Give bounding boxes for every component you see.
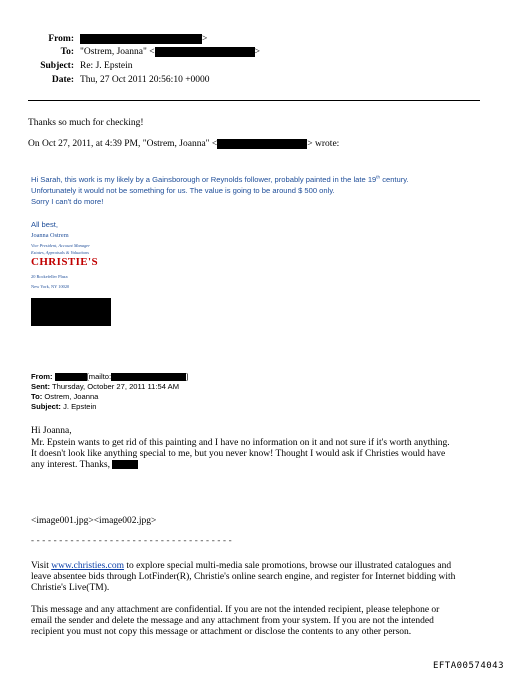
original-line-2: It doesn't look like anything special to me, but you never know! Thought I would ask if Christies would have: [31, 449, 446, 459]
redaction-block: [155, 47, 255, 57]
from-label: From:: [48, 34, 74, 44]
reply-body: Thanks so much for checking!: [28, 118, 144, 128]
to-suffix: >: [254, 47, 260, 57]
fwd-to-row: [31, 392, 98, 402]
document-id: EFTA00574043: [432, 661, 504, 671]
from-value: [80, 33, 207, 45]
redaction-block: [217, 139, 307, 149]
from-suffix: >: [202, 34, 208, 44]
original-greeting: Hi Joanna,: [31, 426, 72, 436]
signature-name: Joanna Ostrem: [31, 232, 69, 239]
fwd-subject-value: J. Epstein: [63, 402, 97, 411]
to-label: To:: [60, 47, 74, 57]
quoted-line-3: Sorry I can't do more!: [31, 197, 104, 206]
confidential-line-3: recipient you must not copy this message or attachment or disclose the contents to any other person.: [31, 627, 412, 637]
redaction-block: [31, 298, 111, 326]
address-line-2: New York, NY 10020: [31, 284, 70, 289]
fwd-sent-row: [31, 382, 179, 392]
visit-line-2: leave absentee bids through LotFinder(R), Christie's online search engine, and register for Internet bidding with: [31, 572, 456, 582]
date-label: Date:: [51, 75, 74, 85]
confidential-line-1: This message and any attachment are confidential. If you are not the intended recipient, please telephone or: [31, 605, 440, 615]
redaction-block: [112, 460, 138, 469]
fwd-subject-row: [31, 402, 96, 412]
signature-title: Vice President, Account Manager: [31, 243, 90, 248]
fwd-sent-value: Thursday, October 27, 2011 11:54 AM: [51, 382, 180, 391]
fwd-from-mailto: [mailto:: [86, 372, 112, 381]
header-divider: [28, 100, 480, 101]
quoted-line-1-end: century.: [380, 175, 409, 184]
attachments-line: <image001.jpg><image002.jpg>: [31, 516, 157, 526]
fwd-subject-label: Subject:: [31, 402, 61, 411]
date-value: Thu, 27 Oct 2011 20:56:10 +0000: [80, 75, 210, 85]
quoted-line-2: Unfortunately it would not be something for us. The value is going to be around $ 500 only.: [31, 186, 335, 195]
visit-line-3: Christie's Live(TM).: [31, 583, 110, 593]
quoted-line-1-text: Hi Sarah, this work is my likely by a Gainsborough or Reynolds follower, probably painted in the late 19: [31, 175, 377, 184]
address-line-1: 20 Rockefeller Plaza: [31, 274, 68, 279]
redaction-block: [80, 34, 202, 44]
redaction-block: [111, 372, 189, 381]
to-name: "Ostrem, Joanna" <: [80, 47, 155, 57]
original-line-3-text: any interest. Thanks,: [31, 460, 110, 470]
confidential-line-2: email the sender and delete the message and any attachment from your system. If you are not the intended: [31, 616, 434, 626]
fwd-to-value: Ostrem, Joanna: [44, 392, 99, 401]
subject-label: Subject:: [40, 61, 74, 71]
quote-intro: [28, 138, 339, 150]
fwd-from-row: [31, 372, 188, 382]
christies-link[interactable]: www.christies.com: [51, 561, 125, 571]
fwd-from-label: From:: [31, 372, 53, 381]
visit-prefix: Visit: [31, 561, 52, 571]
original-line-1: Mr. Epstein wants to get rid of this painting and I have no information on it and not sure if it's worth anything.: [31, 438, 450, 448]
quote-intro-text: On Oct 27, 2011, at 4:39 PM, "Ostrem, Joanna" <: [28, 139, 218, 149]
fwd-from-end: ]: [186, 372, 189, 381]
fwd-to-label: To:: [31, 392, 43, 401]
quoted-line-1: [31, 174, 409, 186]
subject-value: Re: J. Epstein: [80, 61, 133, 71]
redaction-block: [55, 373, 87, 381]
fwd-sent-label: Sent:: [31, 382, 50, 391]
christies-logo: CHRISTIE'S: [31, 256, 98, 268]
signature-dept: Estates, Appraisals & Valuations: [31, 250, 89, 255]
quote-intro-end: > wrote:: [307, 139, 340, 149]
visit-line-1-rest: to explore special multi-media sale promotions, browse our illustrated catalogues and: [124, 561, 452, 571]
to-value: [80, 46, 260, 58]
superscript-th: th: [376, 174, 381, 180]
quoted-closing: All best,: [31, 220, 59, 229]
dashed-divider: - - - - - - - - - - - - - - - - - - - - - - - - - - - - - - - - - - - -: [31, 535, 232, 545]
original-line-3: [31, 459, 138, 471]
